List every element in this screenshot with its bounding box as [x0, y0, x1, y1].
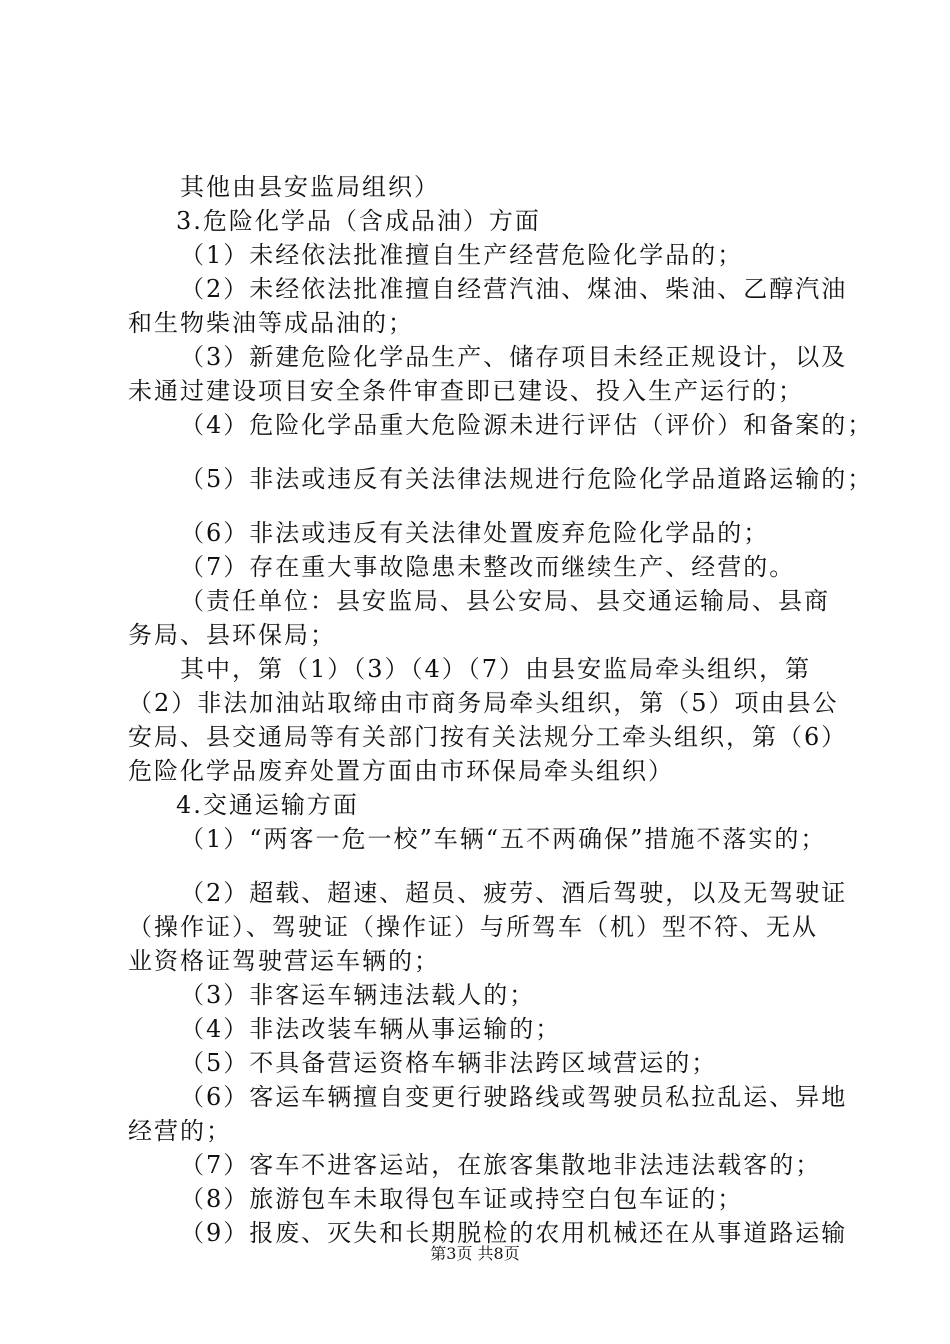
- text-line: （8）旅游包车未取得包车证或持空白包车证的；: [180, 1185, 744, 1213]
- text-line: 其他由县安监局组织）: [180, 173, 440, 201]
- text-line: （2）非法加油站取缔由市商务局牵头组织，第（5）项由县公: [128, 689, 839, 717]
- text-line: （9）报废、灭失和长期脱检的农用机械还在从事道路运输: [180, 1219, 848, 1247]
- text-line: 危险化学品废弃处置方面由市环保局牵头组织）: [128, 757, 674, 785]
- text-line: （7）存在重大事故隐患未整改而继续生产、经营的。: [180, 553, 796, 581]
- text-line: 和生物柴油等成品油的；: [128, 309, 414, 337]
- text-line: （6）非法或违反有关法律处置废弃危险化学品的；: [180, 519, 770, 547]
- text-line: （5）不具备营运资格车辆非法跨区域营运的；: [180, 1049, 718, 1077]
- page-number-footer: 第3页 共8页: [430, 1244, 520, 1263]
- text-line: 其中，第（1）（3）（4）（7）由县安监局牵头组织，第: [180, 655, 812, 683]
- text-line: （6）客运车辆擅自变更行驶路线或驾驶员私拉乱运、异地: [180, 1083, 848, 1111]
- text-line: 未通过建设项目安全条件审查即已建设、投入生产运行的；: [128, 377, 804, 405]
- text-line: （2）未经依法批准擅自经营汽油、煤油、柴油、乙醇汽油: [180, 275, 848, 303]
- text-line: （操作证）、驾驶证（操作证）与所驾车（机）型不符、无从: [128, 913, 818, 941]
- text-line: （4）非法改装车辆从事运输的；: [180, 1015, 562, 1043]
- text-line: 务局、县环保局；: [128, 621, 336, 649]
- text-line: 业资格证驾驶营运车辆的；: [128, 947, 440, 975]
- text-line: （1）未经依法批准擅自生产经营危险化学品的；: [180, 241, 744, 269]
- text-line: （责任单位：县安监局、县公安局、县交通运输局、县商: [180, 587, 830, 615]
- text-line: （4）危险化学品重大危险源未进行评估（评价）和备案的；: [180, 411, 874, 439]
- text-line: 安局、县交通局等有关部门按有关法规分工牵头组织，第（6）: [128, 723, 848, 751]
- text-line: （2）超载、超速、超员、疲劳、酒后驾驶，以及无驾驶证: [180, 879, 848, 907]
- text-line: 经营的；: [128, 1117, 232, 1145]
- text-line: （1）“两客一危一校”车辆“五不两确保”措施不落实的；: [180, 825, 827, 853]
- text-line: （7）客车不进客运站，在旅客集散地非法违法载客的；: [180, 1151, 822, 1179]
- section-heading: 3.危险化学品（含成品油）方面: [176, 207, 541, 235]
- text-line: （5）非法或违反有关法律法规进行危险化学品道路运输的；: [180, 465, 874, 493]
- text-line: （3）非客运车辆违法载人的；: [180, 981, 536, 1009]
- text-line: （3）新建危险化学品生产、储存项目未经正规设计，以及: [180, 343, 848, 371]
- section-heading: 4.交通运输方面: [176, 791, 359, 819]
